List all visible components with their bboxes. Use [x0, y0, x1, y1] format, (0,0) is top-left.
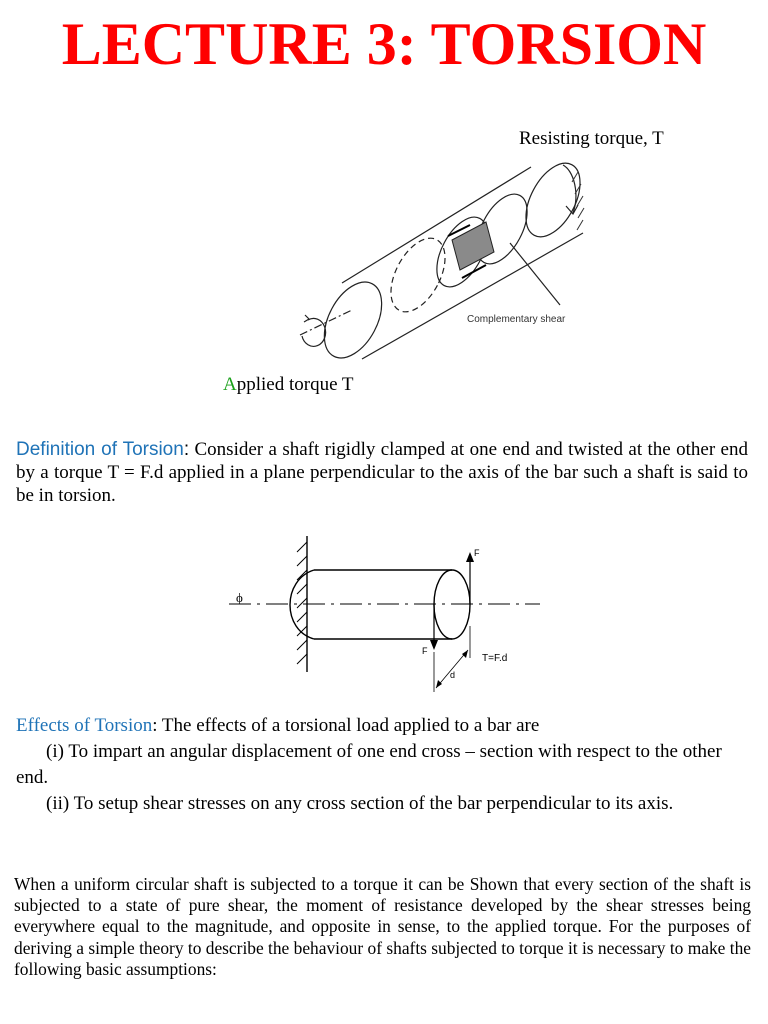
applied-torque-rest: pplied torque T: [236, 374, 354, 395]
distance-label: d: [450, 670, 456, 680]
applied-torque-initial: A: [223, 374, 237, 395]
effects-heading: Effects of Torsion: [16, 715, 153, 736]
torque-equation-label: T=F.d: [482, 653, 508, 664]
definition-text: Consider a shaft rigidly clamped at one end and twisted at the other end by a torque T = F.d applied in a plane perpendicular to the axis of the bar such a shaft is said to be in torsion.: [16, 439, 748, 506]
effects-intro: [16, 713, 751, 739]
clamped-shaft-figure: [0, 530, 768, 710]
effects-section: [16, 713, 751, 817]
definition-paragraph: [16, 438, 748, 507]
effects-intro-text: : The effects of a torsional load applied to a bar are: [152, 715, 540, 736]
force-top-label: F: [474, 548, 480, 558]
effects-item-2: (ii) To setup shear stresses on any cross section of the bar perpendicular to its axis.: [46, 793, 674, 814]
force-bottom-label: F: [422, 646, 428, 656]
shaft-torsion-figure: [0, 0, 768, 400]
assumptions-intro-paragraph: When a uniform circular shaft is subjected to a torque it can be Shown that every section of the shaft is subjected to a state of pure shear, the moment of resistance developed by the shear stresses being everywhere equal to the magnitude, and opposite in sense, to the applied torque. For the purposes of deriving a simple theory to describe the behaviour of shafts subjected to torque it is necessary to make the following basic assumptions:: [14, 874, 751, 979]
complementary-shear-label: Complementary shear: [467, 314, 566, 325]
phi-symbol: ϕ: [236, 590, 243, 605]
effects-item-1: (i) To impart an angular displacement of one end cross – section with respect to the other end.: [16, 741, 722, 788]
applied-torque-label: [223, 374, 354, 396]
definition-heading: Definition of Torsion: [16, 439, 184, 460]
resisting-torque-label: Resisting torque, T: [519, 128, 664, 149]
definition-colon: :: [183, 439, 190, 460]
page-title: LECTURE 3: TORSION: [61, 11, 707, 77]
